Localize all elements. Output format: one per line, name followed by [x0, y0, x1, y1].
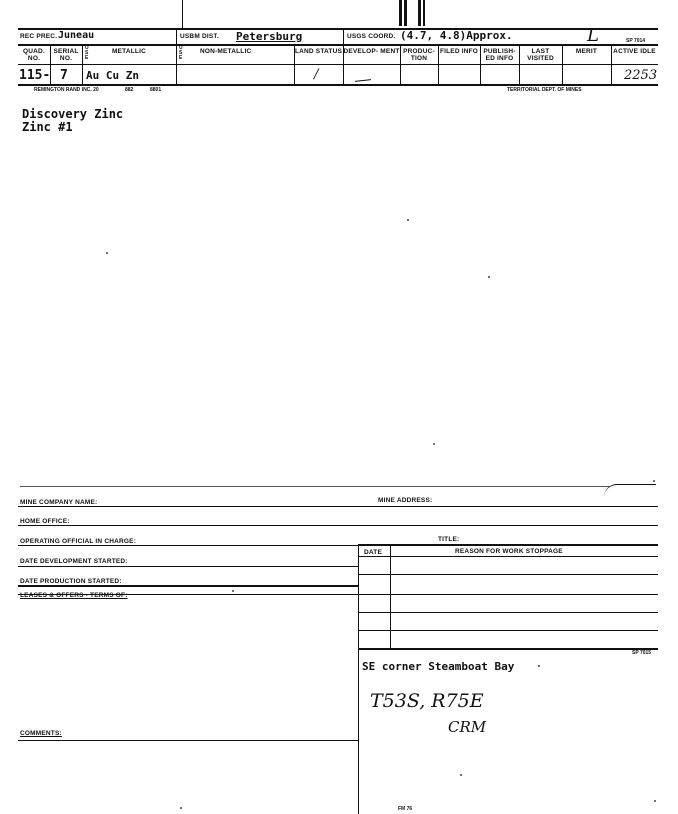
home-office-label: HOME OFFICE:: [20, 518, 70, 525]
scan-speck: [488, 276, 490, 278]
rec-prec-label: REC PREC.: [20, 33, 58, 40]
header-merit: MERIT: [575, 48, 598, 55]
header-top-rule: [18, 28, 658, 30]
usbm-dist-label: USBM DIST.: [180, 33, 219, 40]
scan-speck: [180, 807, 182, 809]
development-stroke: [355, 79, 371, 82]
initials-note: CRM: [448, 718, 487, 736]
usgs-coord-value: (4.7, 4.8)Approx.: [400, 29, 513, 42]
mine-address-label: MINE ADDRESS:: [378, 497, 433, 504]
comments-label: COMMENTS:: [20, 730, 62, 737]
operating-official-label: OPERATING OFFICIAL IN CHARGE:: [20, 538, 137, 545]
stoppage-header-rule: [358, 556, 658, 557]
row-serial-no: 7: [60, 68, 68, 83]
header-last-visited: LAST VISITED: [527, 48, 554, 62]
stoppage-row-rule: [358, 630, 658, 631]
bottom-stamp: FM 76: [398, 806, 413, 812]
row-metallic: Au Cu Zn: [86, 69, 139, 82]
scan-speck: [653, 480, 655, 482]
header-use-left: USE: [85, 45, 89, 61]
stoppage-date-header: DATE: [364, 549, 383, 556]
rule-date-prod: [18, 585, 358, 587]
stoppage-row-rule: [358, 612, 658, 613]
date-production-started-label: DATE PRODUCTION STARTED:: [20, 578, 122, 585]
scan-speck: [106, 252, 108, 254]
header-quad-no: QUAD. NO.: [23, 48, 45, 62]
row-land-status: /: [314, 67, 319, 82]
header-active-idle: ACTIVE IDLE: [613, 48, 656, 55]
usbm-dist-value: Petersburg: [236, 30, 303, 43]
rule-date-dev: [18, 566, 358, 567]
rule-home-office: [18, 525, 658, 526]
card-corner-curve: [604, 484, 656, 497]
header-use-right: USE: [179, 45, 183, 61]
scan-speck: [460, 774, 462, 776]
form-number-bottom: SP 7015: [632, 650, 652, 656]
notes-left-border: [358, 650, 359, 814]
header-serial-no: SERIAL NO.: [53, 48, 79, 62]
header-development: DEVELOP- MENT: [343, 48, 400, 55]
printer-code-2: 8801: [150, 87, 162, 93]
punch-mark-1: [399, 0, 402, 26]
card-top-edge: [20, 486, 610, 487]
col-divider: [82, 45, 83, 84]
mine-company-name-label: MINE COMPANY NAME:: [20, 499, 98, 506]
col-divider: [176, 28, 177, 84]
row-quad-no: 115-: [19, 68, 51, 83]
header-production: PRODUC- TION: [403, 48, 435, 62]
punch-mark-2: [404, 0, 407, 26]
mine-name-1: Discovery Zinc: [22, 107, 124, 121]
leases-offers-label: LEASES & OFFERS - TERMS OF:: [20, 592, 128, 599]
form-number-top: SP 7014: [626, 38, 646, 44]
scan-speck: [407, 219, 409, 221]
township-range-note: T53S, R75E: [370, 690, 484, 712]
scan-speck: [232, 590, 234, 592]
mine-name-2: Zinc #1: [22, 120, 73, 134]
punch-mark-3: [418, 0, 421, 26]
header-metallic: METALLIC: [112, 48, 146, 55]
stoppage-left-border: [358, 545, 359, 649]
row-active-idle: 2253: [624, 68, 658, 83]
header-published-info: PUBLISH- ED INFO: [483, 48, 516, 62]
col-divider: [343, 28, 344, 84]
header-non-metallic: NON-METALLIC: [200, 48, 252, 55]
header-filed-info: FILED INFO: [439, 48, 479, 55]
scan-speck: [538, 665, 540, 667]
stoppage-date-divider: [390, 545, 391, 649]
department-imprint: TERRITORIAL DEPT. OF MINES: [507, 87, 582, 93]
stoppage-row-rule: [358, 574, 658, 575]
rule-mine-company: [18, 506, 658, 507]
row-bottom-rule: [18, 84, 658, 86]
printer-imprint: REMINGTON RAND INC. 20: [34, 87, 99, 93]
stoppage-bottom-rule: [358, 648, 658, 650]
rule-comments: [18, 740, 358, 741]
stoppage-row-rule: [358, 594, 658, 595]
usgs-coord-hand-mark: L: [587, 25, 599, 46]
title-label: TITLE:: [438, 536, 460, 543]
printer-code-1: 882: [125, 87, 134, 93]
usgs-coord-label: USGS COORD.: [347, 33, 396, 40]
location-description: SE corner Steamboat Bay: [362, 660, 515, 673]
scan-speck: [433, 443, 435, 445]
punch-mark-4: [423, 0, 425, 26]
rec-prec-value: Juneau: [58, 30, 95, 41]
stoppage-reason-header: REASON FOR WORK STOPPAGE: [455, 548, 563, 555]
top-stub-line: [182, 0, 183, 28]
date-development-started-label: DATE DEVELOPMENT STARTED:: [20, 558, 128, 565]
stoppage-top-rule: [358, 544, 658, 546]
scan-speck: [654, 800, 656, 802]
header-land-status: LAND STATUS: [294, 48, 343, 55]
